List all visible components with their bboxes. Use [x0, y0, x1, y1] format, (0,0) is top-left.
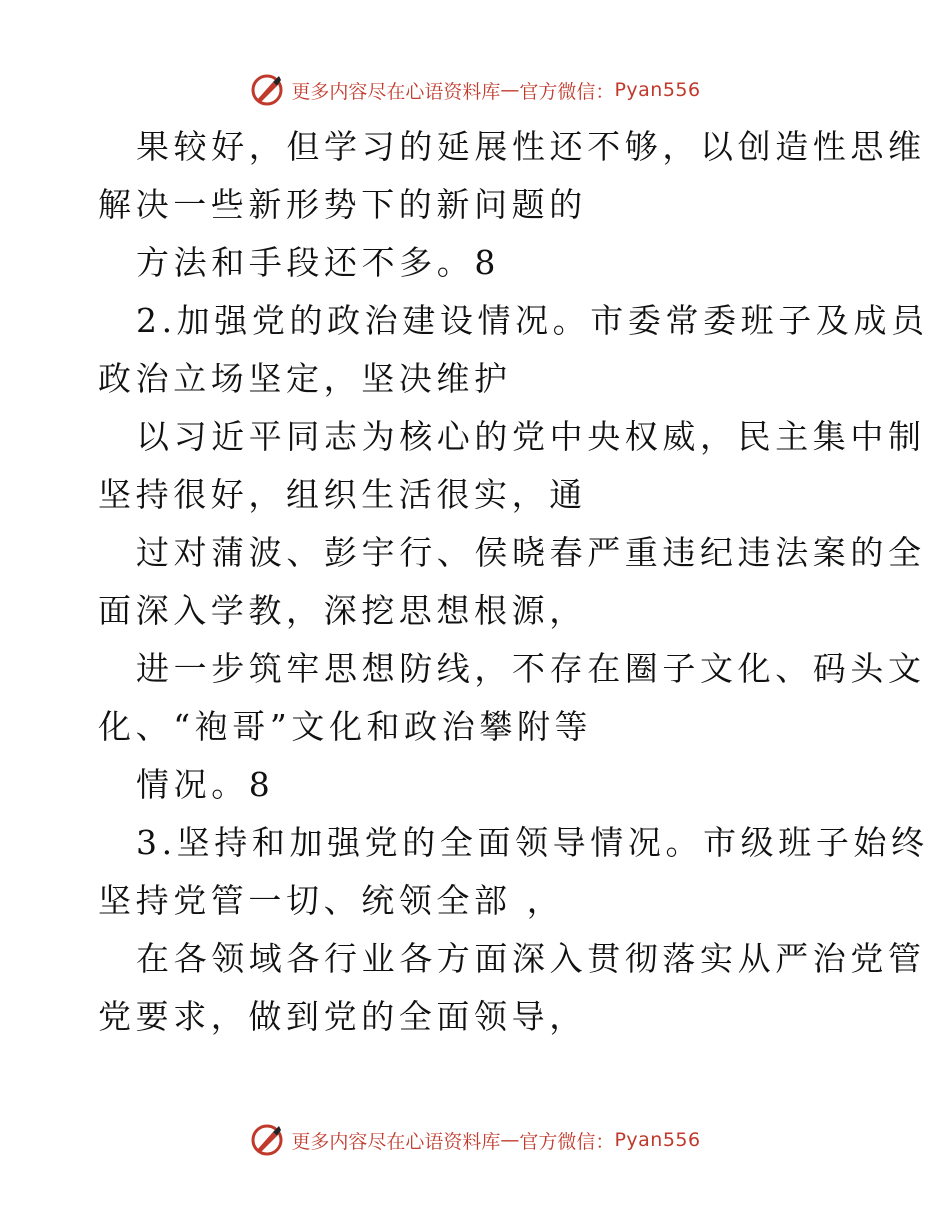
- banner-wechat-label: 官方微信：: [519, 1130, 615, 1153]
- text-line: 面深入学教，深挖思想根源，: [98, 591, 587, 630]
- text-line: 方法和手段还不多。8: [136, 243, 500, 282]
- text-line: 进一步筑牢思想防线，不存在圈子文化、码头文: [136, 649, 926, 688]
- banner-separator: —: [500, 1129, 520, 1151]
- banner-brand: 更多内容尽在心语资料库: [291, 1130, 501, 1153]
- text-line: 坚持很好，组织生活很实，通: [98, 475, 587, 514]
- pen-logo-icon: [249, 72, 285, 108]
- banner-wechat-id: Pyan556: [614, 79, 701, 101]
- text-line: 2.加强党的政治建设情况。市委常委班子及成员: [136, 301, 929, 340]
- banner-separator: —: [500, 79, 520, 101]
- text-line: 过对蒲波、彭宇行、侯晓春严重违纪违法案的全: [136, 533, 926, 572]
- text-line: 在各领域各行业各方面深入贯彻落实从严治党管: [136, 939, 926, 978]
- document-body: [98, 118, 929, 1046]
- text-line: 解决一些新形势下的新问题的: [98, 185, 587, 224]
- header-banner: [0, 70, 950, 110]
- text-line: 政治立场坚定，坚决维护: [98, 359, 512, 398]
- text-line: 党要求，做到党的全面领导，: [98, 997, 587, 1036]
- text-line: 化、“袍哥”文化和政治攀附等: [98, 707, 593, 746]
- banner-wechat-label: 官方微信：: [519, 80, 615, 103]
- footer-banner: [0, 1120, 950, 1160]
- text-line: 情况。8: [136, 765, 275, 804]
- text-line: 果较好，但学习的延展性还不够，以创造性思维: [136, 127, 926, 166]
- text-line: 坚持党管一切、统领全部 ，: [98, 881, 565, 920]
- text-line: 3.坚持和加强党的全面领导情况。市级班子始终: [136, 823, 929, 862]
- banner-brand: 更多内容尽在心语资料库: [291, 80, 501, 103]
- pen-logo-icon: [249, 1122, 285, 1158]
- banner-wechat-id: Pyan556: [614, 1129, 701, 1151]
- text-line: 以习近平同志为核心的党中央权威，民主集中制: [136, 417, 926, 456]
